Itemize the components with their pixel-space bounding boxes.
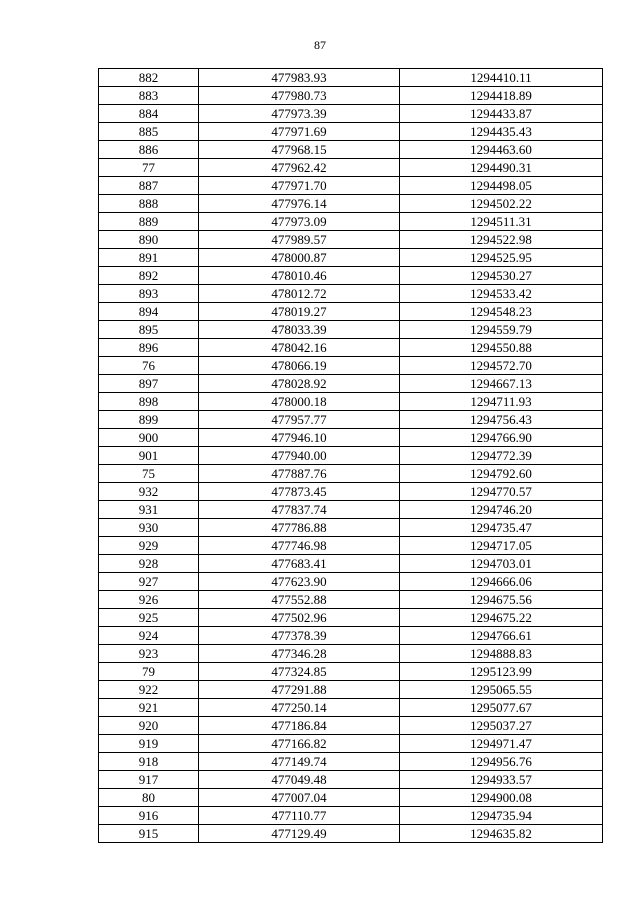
point-number-cell: 892 xyxy=(99,267,199,285)
table-row xyxy=(99,177,603,195)
y-coordinate-cell: 1294971.47 xyxy=(400,735,603,753)
point-number-cell: 922 xyxy=(99,681,199,699)
point-number-cell: 915 xyxy=(99,825,199,843)
table-row xyxy=(99,123,603,141)
x-coordinate-cell: 477502.96 xyxy=(199,609,400,627)
point-number-cell: 80 xyxy=(99,789,199,807)
table-row xyxy=(99,195,603,213)
table-row xyxy=(99,231,603,249)
x-coordinate-cell: 477378.39 xyxy=(199,627,400,645)
y-coordinate-cell: 1294756.43 xyxy=(400,411,603,429)
table-row xyxy=(99,807,603,825)
coordinates-table xyxy=(98,68,603,843)
y-coordinate-cell: 1294766.90 xyxy=(400,429,603,447)
point-number-cell: 901 xyxy=(99,447,199,465)
point-number-cell: 932 xyxy=(99,483,199,501)
x-coordinate-cell: 477957.77 xyxy=(199,411,400,429)
y-coordinate-cell: 1295123.99 xyxy=(400,663,603,681)
x-coordinate-cell: 477989.57 xyxy=(199,231,400,249)
point-number-cell: 895 xyxy=(99,321,199,339)
table-row xyxy=(99,429,603,447)
point-number-cell: 893 xyxy=(99,285,199,303)
x-coordinate-cell: 477049.48 xyxy=(199,771,400,789)
x-coordinate-cell: 477973.39 xyxy=(199,105,400,123)
table-row xyxy=(99,645,603,663)
point-number-cell: 926 xyxy=(99,591,199,609)
y-coordinate-cell: 1294766.61 xyxy=(400,627,603,645)
y-coordinate-cell: 1294770.57 xyxy=(400,483,603,501)
table-row xyxy=(99,519,603,537)
x-coordinate-cell: 477786.88 xyxy=(199,519,400,537)
table-row xyxy=(99,537,603,555)
table-row xyxy=(99,285,603,303)
y-coordinate-cell: 1294703.01 xyxy=(400,555,603,573)
y-coordinate-cell: 1294711.93 xyxy=(400,393,603,411)
x-coordinate-cell: 477973.09 xyxy=(199,213,400,231)
y-coordinate-cell: 1294559.79 xyxy=(400,321,603,339)
table-row xyxy=(99,789,603,807)
point-number-cell: 923 xyxy=(99,645,199,663)
y-coordinate-cell: 1294410.11 xyxy=(400,69,603,87)
table-row xyxy=(99,303,603,321)
table-row xyxy=(99,591,603,609)
table-row xyxy=(99,627,603,645)
point-number-cell: 77 xyxy=(99,159,199,177)
y-coordinate-cell: 1294792.60 xyxy=(400,465,603,483)
x-coordinate-cell: 478000.87 xyxy=(199,249,400,267)
table-row xyxy=(99,825,603,843)
y-coordinate-cell: 1294735.47 xyxy=(400,519,603,537)
point-number-cell: 917 xyxy=(99,771,199,789)
x-coordinate-cell: 477683.41 xyxy=(199,555,400,573)
y-coordinate-cell: 1294572.70 xyxy=(400,357,603,375)
point-number-cell: 919 xyxy=(99,735,199,753)
point-number-cell: 931 xyxy=(99,501,199,519)
x-coordinate-cell: 477346.28 xyxy=(199,645,400,663)
point-number-cell: 929 xyxy=(99,537,199,555)
point-number-cell: 887 xyxy=(99,177,199,195)
x-coordinate-cell: 477623.90 xyxy=(199,573,400,591)
x-coordinate-cell: 477129.49 xyxy=(199,825,400,843)
coordinates-table-body xyxy=(99,69,603,843)
x-coordinate-cell: 477946.10 xyxy=(199,429,400,447)
table-row xyxy=(99,375,603,393)
x-coordinate-cell: 477968.15 xyxy=(199,141,400,159)
x-coordinate-cell: 477962.42 xyxy=(199,159,400,177)
x-coordinate-cell: 477837.74 xyxy=(199,501,400,519)
table-row xyxy=(99,501,603,519)
point-number-cell: 888 xyxy=(99,195,199,213)
table-row xyxy=(99,717,603,735)
x-coordinate-cell: 477166.82 xyxy=(199,735,400,753)
x-coordinate-cell: 477940.00 xyxy=(199,447,400,465)
y-coordinate-cell: 1294666.06 xyxy=(400,573,603,591)
table-row xyxy=(99,699,603,717)
point-number-cell: 921 xyxy=(99,699,199,717)
point-number-cell: 900 xyxy=(99,429,199,447)
y-coordinate-cell: 1294900.08 xyxy=(400,789,603,807)
y-coordinate-cell: 1294502.22 xyxy=(400,195,603,213)
page-number: 87 xyxy=(314,38,326,52)
point-number-cell: 928 xyxy=(99,555,199,573)
table-row xyxy=(99,321,603,339)
point-number-cell: 886 xyxy=(99,141,199,159)
y-coordinate-cell: 1295037.27 xyxy=(400,717,603,735)
x-coordinate-cell: 477149.74 xyxy=(199,753,400,771)
table-row xyxy=(99,159,603,177)
y-coordinate-cell: 1294511.31 xyxy=(400,213,603,231)
x-coordinate-cell: 477983.93 xyxy=(199,69,400,87)
table-row xyxy=(99,213,603,231)
y-coordinate-cell: 1294675.22 xyxy=(400,609,603,627)
table-row xyxy=(99,141,603,159)
y-coordinate-cell: 1294522.98 xyxy=(400,231,603,249)
x-coordinate-cell: 478012.72 xyxy=(199,285,400,303)
point-number-cell: 899 xyxy=(99,411,199,429)
y-coordinate-cell: 1294418.89 xyxy=(400,87,603,105)
y-coordinate-cell: 1295077.67 xyxy=(400,699,603,717)
y-coordinate-cell: 1294463.60 xyxy=(400,141,603,159)
table-row xyxy=(99,357,603,375)
point-number-cell: 884 xyxy=(99,105,199,123)
table-row xyxy=(99,393,603,411)
point-number-cell: 79 xyxy=(99,663,199,681)
point-number-cell: 898 xyxy=(99,393,199,411)
point-number-cell: 894 xyxy=(99,303,199,321)
table-row xyxy=(99,771,603,789)
y-coordinate-cell: 1294746.20 xyxy=(400,501,603,519)
y-coordinate-cell: 1294772.39 xyxy=(400,447,603,465)
x-coordinate-cell: 478042.16 xyxy=(199,339,400,357)
table-row xyxy=(99,411,603,429)
table-row xyxy=(99,69,603,87)
x-coordinate-cell: 477250.14 xyxy=(199,699,400,717)
x-coordinate-cell: 477324.85 xyxy=(199,663,400,681)
y-coordinate-cell: 1294435.43 xyxy=(400,123,603,141)
table-row xyxy=(99,663,603,681)
x-coordinate-cell: 478019.27 xyxy=(199,303,400,321)
point-number-cell: 920 xyxy=(99,717,199,735)
x-coordinate-cell: 477980.73 xyxy=(199,87,400,105)
table-row xyxy=(99,753,603,771)
table-row xyxy=(99,681,603,699)
point-number-cell: 896 xyxy=(99,339,199,357)
point-number-cell: 918 xyxy=(99,753,199,771)
table-row xyxy=(99,339,603,357)
x-coordinate-cell: 477746.98 xyxy=(199,537,400,555)
point-number-cell: 883 xyxy=(99,87,199,105)
point-number-cell: 927 xyxy=(99,573,199,591)
table-row xyxy=(99,267,603,285)
table-row xyxy=(99,105,603,123)
x-coordinate-cell: 477186.84 xyxy=(199,717,400,735)
y-coordinate-cell: 1294667.13 xyxy=(400,375,603,393)
point-number-cell: 885 xyxy=(99,123,199,141)
y-coordinate-cell: 1294433.87 xyxy=(400,105,603,123)
x-coordinate-cell: 477007.04 xyxy=(199,789,400,807)
y-coordinate-cell: 1294525.95 xyxy=(400,249,603,267)
y-coordinate-cell: 1294550.88 xyxy=(400,339,603,357)
point-number-cell: 882 xyxy=(99,69,199,87)
table-row xyxy=(99,573,603,591)
point-number-cell: 75 xyxy=(99,465,199,483)
table-row xyxy=(99,465,603,483)
x-coordinate-cell: 478000.18 xyxy=(199,393,400,411)
y-coordinate-cell: 1294675.56 xyxy=(400,591,603,609)
x-coordinate-cell: 477110.77 xyxy=(199,807,400,825)
x-coordinate-cell: 478010.46 xyxy=(199,267,400,285)
y-coordinate-cell: 1294735.94 xyxy=(400,807,603,825)
point-number-cell: 924 xyxy=(99,627,199,645)
y-coordinate-cell: 1294530.27 xyxy=(400,267,603,285)
y-coordinate-cell: 1294717.05 xyxy=(400,537,603,555)
x-coordinate-cell: 478033.39 xyxy=(199,321,400,339)
table-row xyxy=(99,483,603,501)
table-row xyxy=(99,609,603,627)
point-number-cell: 889 xyxy=(99,213,199,231)
x-coordinate-cell: 478066.19 xyxy=(199,357,400,375)
point-number-cell: 897 xyxy=(99,375,199,393)
table-row xyxy=(99,249,603,267)
x-coordinate-cell: 477873.45 xyxy=(199,483,400,501)
table-row xyxy=(99,555,603,573)
x-coordinate-cell: 478028.92 xyxy=(199,375,400,393)
point-number-cell: 891 xyxy=(99,249,199,267)
y-coordinate-cell: 1295065.55 xyxy=(400,681,603,699)
table-row xyxy=(99,87,603,105)
point-number-cell: 76 xyxy=(99,357,199,375)
table-row xyxy=(99,447,603,465)
point-number-cell: 916 xyxy=(99,807,199,825)
x-coordinate-cell: 477291.88 xyxy=(199,681,400,699)
y-coordinate-cell: 1294933.57 xyxy=(400,771,603,789)
table-row xyxy=(99,735,603,753)
x-coordinate-cell: 477976.14 xyxy=(199,195,400,213)
y-coordinate-cell: 1294888.83 xyxy=(400,645,603,663)
point-number-cell: 930 xyxy=(99,519,199,537)
point-number-cell: 925 xyxy=(99,609,199,627)
y-coordinate-cell: 1294533.42 xyxy=(400,285,603,303)
y-coordinate-cell: 1294498.05 xyxy=(400,177,603,195)
y-coordinate-cell: 1294956.76 xyxy=(400,753,603,771)
x-coordinate-cell: 477971.70 xyxy=(199,177,400,195)
x-coordinate-cell: 477887.76 xyxy=(199,465,400,483)
y-coordinate-cell: 1294635.82 xyxy=(400,825,603,843)
x-coordinate-cell: 477552.88 xyxy=(199,591,400,609)
point-number-cell: 890 xyxy=(99,231,199,249)
y-coordinate-cell: 1294490.31 xyxy=(400,159,603,177)
x-coordinate-cell: 477971.69 xyxy=(199,123,400,141)
y-coordinate-cell: 1294548.23 xyxy=(400,303,603,321)
